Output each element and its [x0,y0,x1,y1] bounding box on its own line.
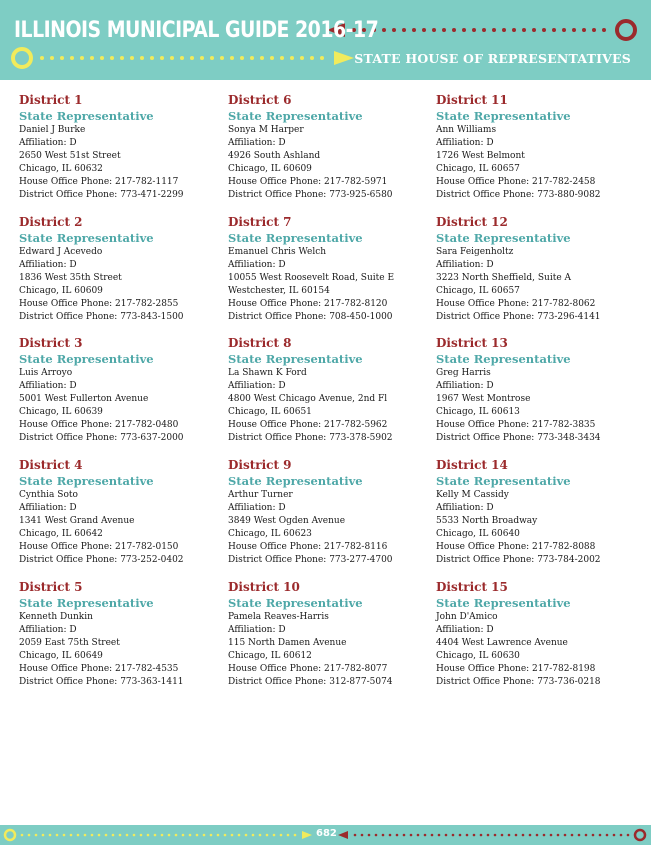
district-name: District 6 [228,93,292,107]
city-state-zip: Chicago, IL 60640 [436,529,520,540]
street-address: 4926 South Ashland [228,151,321,161]
district-name: District 10 [228,579,300,594]
district-office-phone: District Office Phone: 773-471-2299 [19,190,184,200]
district-entry [436,215,641,337]
district-office-phone: District Office Phone: 312-877-5074 [228,676,393,687]
representative-name: Luis Arroyo [19,368,73,379]
city-state-zip: Chicago, IL 60613 [436,407,520,418]
district-office-phone: District Office Phone: 773-925-6580 [228,190,393,200]
city-state-zip: Chicago, IL 60639 [19,407,103,418]
affiliation: Affiliation: D [228,138,286,148]
representative-name: Pamela Reaves-Harris [228,611,329,622]
representative-title: State Representative [19,352,154,367]
house-office-phone: House Office Phone: 217-782-0480 [19,420,179,431]
city-state-zip: Chicago, IL 60651 [228,407,312,418]
representative-name: Emanuel Chris Welch [228,246,327,257]
column-2 [228,93,433,701]
house-office-phone: House Office Phone: 217-782-8120 [228,298,388,309]
affiliation: Affiliation: D [19,381,77,392]
yellow-arrow-right-icon [334,51,354,65]
affiliation: Affiliation: D [436,259,494,270]
district-entry [19,458,224,580]
district-name: District 2 [19,214,83,229]
representative-title: State Representative [19,595,154,610]
representative-title: State Representative [436,109,571,123]
representative-title: State Representative [19,109,154,123]
house-office-phone: House Office Phone: 217-782-8088 [436,542,596,553]
representative-title: State Representative [228,352,363,367]
affiliation: Affiliation: D [436,138,494,148]
district-name: District 9 [228,458,292,473]
district-office-phone: District Office Phone: 773-736-0218 [436,676,601,687]
red-ring-icon [617,21,635,39]
house-office-phone: House Office Phone: 217-782-8198 [436,663,596,674]
representative-title: State Representative [228,230,363,245]
district-name: District 1 [19,93,83,107]
representative-name: Edward J Acevedo [19,246,103,257]
district-entry [228,458,433,580]
district-entry [228,93,433,215]
street-address: 10055 West Roosevelt Road, Suite E [228,272,395,283]
district-office-phone: District Office Phone: 773-277-4700 [228,555,393,566]
district-entry [19,93,224,215]
column-3 [436,93,641,701]
yellow-ring-icon [13,49,31,67]
district-entry [228,336,433,458]
district-name: District 5 [19,579,83,594]
house-office-phone: House Office Phone: 217-782-2855 [19,298,179,309]
city-state-zip: Chicago, IL 60623 [228,529,312,540]
district-entry [228,215,433,337]
district-entry [19,215,224,337]
affiliation: Affiliation: D [19,259,77,270]
district-office-phone: District Office Phone: 773-378-5902 [228,433,393,444]
red-dot-line [354,834,630,837]
house-office-phone: House Office Phone: 217-782-2458 [436,177,596,187]
district-name: District 15 [436,579,508,594]
house-office-phone: House Office Phone: 217-782-8062 [436,298,596,309]
street-address: 3849 West Ogden Avenue [228,516,346,527]
representative-name: Greg Harris [436,368,491,379]
district-entry [436,458,641,580]
house-office-phone: House Office Phone: 217-782-5962 [228,420,388,431]
representative-name: John D'Amico [436,611,498,622]
district-name: District 11 [436,93,508,107]
district-office-phone: District Office Phone: 773-348-3434 [436,433,601,444]
district-entry [228,580,433,702]
district-entry [19,580,224,702]
representative-name: Ann Williams [436,125,497,135]
representative-name: Cynthia Soto [19,490,78,501]
representative-name: Kelly M Cassidy [436,490,509,501]
affiliation: Affiliation: D [19,138,77,148]
red-dot-line [352,28,606,32]
page-number: 682 [316,828,337,839]
representative-title: State Representative [19,230,154,245]
district-office-phone: District Office Phone: 773-784-2002 [436,555,601,566]
house-office-phone: House Office Phone: 217-782-8116 [228,542,388,553]
house-office-phone: House Office Phone: 217-782-1117 [19,177,179,187]
page-footer [0,825,651,845]
district-entry [436,580,641,702]
yellow-arrow-right-icon [302,831,312,839]
representative-title: State Representative [436,595,571,610]
street-address: 1726 West Belmont [436,151,525,161]
guide-title: ILLINOIS MUNICIPAL GUIDE 2016-17 [14,18,379,43]
district-name: District 7 [228,214,292,229]
house-office-phone: House Office Phone: 217-782-0150 [19,542,179,553]
red-ring-icon [635,830,645,840]
affiliation: Affiliation: D [436,624,494,635]
street-address: 1836 West 35th Street [19,272,122,283]
representative-title: State Representative [19,474,154,489]
yellow-dot-line [40,56,324,60]
representative-title: State Representative [228,109,363,123]
house-office-phone: House Office Phone: 217-782-5971 [228,177,388,187]
house-office-phone: House Office Phone: 217-782-3835 [436,420,596,431]
district-name: District 14 [436,458,508,473]
street-address: 2650 West 51st Street [19,151,121,161]
affiliation: Affiliation: D [228,259,286,270]
city-state-zip: Chicago, IL 60609 [228,164,312,174]
city-state-zip: Chicago, IL 60609 [19,285,103,296]
representative-title: State Representative [228,474,363,489]
district-entry [19,336,224,458]
red-arrow-left-icon [338,831,348,839]
house-office-phone: House Office Phone: 217-782-8077 [228,663,388,674]
district-entry [436,336,641,458]
street-address: 4800 West Chicago Avenue, 2nd Fl [228,394,388,405]
city-state-zip: Chicago, IL 60630 [436,650,520,661]
affiliation: Affiliation: D [228,624,286,635]
column-1 [19,93,224,701]
representative-name: Daniel J Burke [19,125,86,135]
district-office-phone: District Office Phone: 773-252-0402 [19,555,184,566]
representative-name: La Shawn K Ford [228,368,307,379]
street-address: 4404 West Lawrence Avenue [436,637,568,648]
city-state-zip: Chicago, IL 60612 [228,650,312,661]
street-address: 1341 West Grand Avenue [19,516,135,527]
street-address: 5001 West Fullerton Avenue [19,394,149,405]
district-office-phone: District Office Phone: 773-637-2000 [19,433,184,444]
district-office-phone: District Office Phone: 708-450-1000 [228,311,393,322]
affiliation: Affiliation: D [19,624,77,635]
district-office-phone: District Office Phone: 773-296-4141 [436,311,601,322]
street-address: 2059 East 75th Street [19,637,120,648]
district-name: District 13 [436,336,508,351]
representative-title: State Representative [436,352,571,367]
yellow-ring-icon [5,830,15,840]
affiliation: Affiliation: D [228,381,286,392]
affiliation: Affiliation: D [19,503,77,514]
district-name: District 8 [228,336,292,351]
representative-name: Arthur Turner [228,490,293,501]
street-address: 115 North Damen Avenue [228,637,347,648]
city-state-zip: Chicago, IL 60657 [436,285,520,296]
affiliation: Affiliation: D [436,503,494,514]
district-name: District 4 [19,458,83,473]
city-state-zip: Westchester, IL 60154 [228,285,330,296]
city-state-zip: Chicago, IL 60632 [19,164,103,174]
representative-title: State Representative [436,230,571,245]
city-state-zip: Chicago, IL 60649 [19,650,103,661]
district-office-phone: District Office Phone: 773-843-1500 [19,311,184,322]
yellow-dot-line [21,834,297,837]
district-entry [436,93,641,215]
page-header [0,0,651,80]
district-name: District 12 [436,214,508,229]
district-office-phone: District Office Phone: 773-363-1411 [19,676,184,687]
district-name: District 3 [19,336,83,351]
representative-name: Sonya M Harper [228,125,304,135]
city-state-zip: Chicago, IL 60657 [436,164,520,174]
district-office-phone: District Office Phone: 773-880-9082 [436,190,601,200]
representative-title: State Representative [436,474,571,489]
street-address: 5533 North Broadway [436,516,538,527]
representative-name: Sara Feigenholtz [436,246,514,257]
section-title: STATE HOUSE OF REPRESENTATIVES [354,51,631,66]
street-address: 1967 West Montrose [436,394,531,405]
street-address: 3223 North Sheffield, Suite A [436,272,572,283]
house-office-phone: House Office Phone: 217-782-4535 [19,663,179,674]
representative-name: Kenneth Dunkin [19,611,93,622]
affiliation: Affiliation: D [436,381,494,392]
city-state-zip: Chicago, IL 60642 [19,529,103,540]
representative-title: State Representative [228,595,363,610]
affiliation: Affiliation: D [228,503,286,514]
